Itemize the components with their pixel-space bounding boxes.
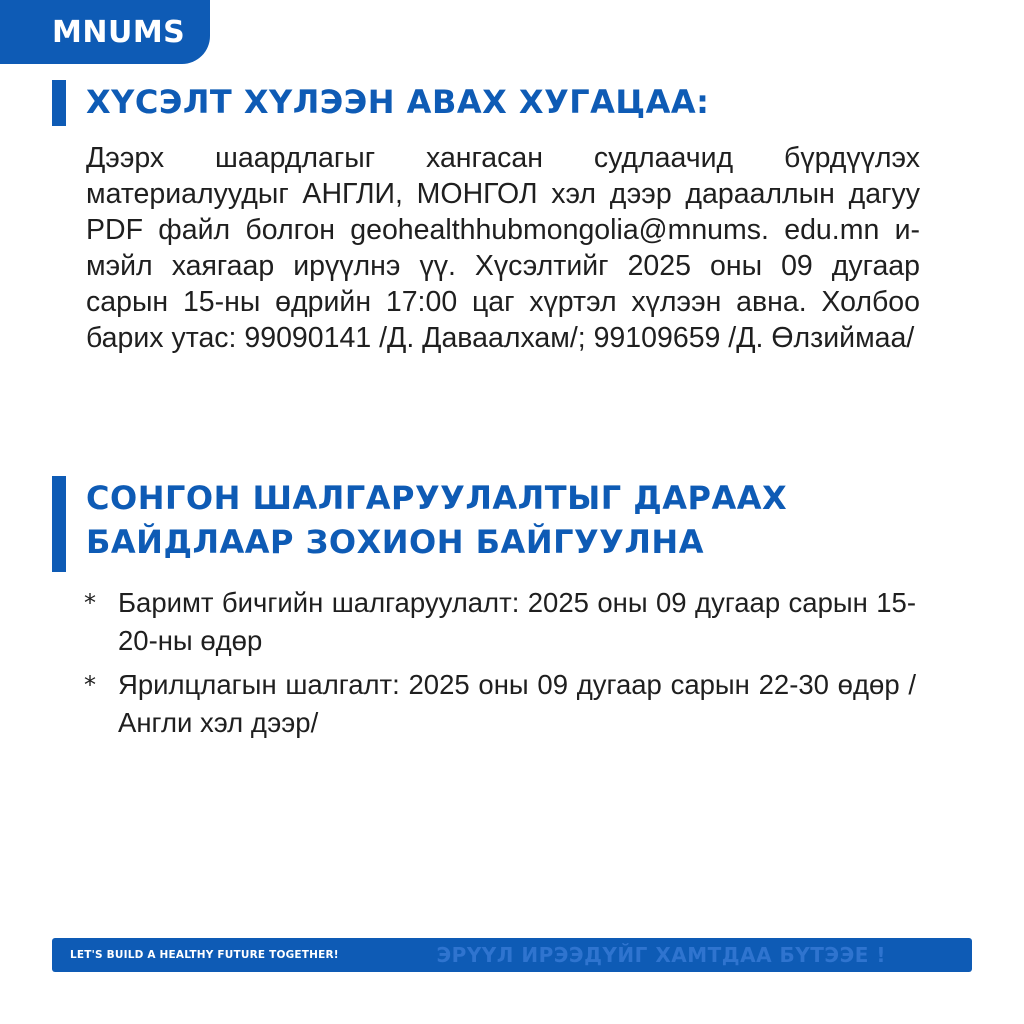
section-title-line: БАЙДЛААР ЗОХИОН БАЙГУУЛНА	[86, 523, 704, 561]
asterisk-bullet: *	[84, 671, 96, 699]
asterisk-bullet: *	[84, 589, 96, 617]
heading-accent-bar	[52, 476, 66, 572]
heading-accent-bar	[52, 80, 66, 126]
list-item	[84, 666, 916, 742]
section-heading-selection	[52, 476, 787, 572]
logo-text: MNUMS	[52, 14, 186, 50]
footer-slogan-english: LET'S BUILD A HEALTHY FUTURE TOGETHER!	[70, 949, 339, 961]
section-heading-deadline	[52, 80, 709, 126]
list-item-text: Баримт бичгийн шалгаруулалт: 2025 оны 09 дугаар сарын 15-20-ны өдөр	[118, 587, 916, 656]
section-title-line: СОНГОН ШАЛГАРУУЛАЛТЫГ ДАРААХ	[86, 479, 788, 517]
footer-bar	[52, 938, 972, 972]
list-item-text: Ярилцлагын шалгалт: 2025 оны 09 дугаар сарын 22-30 өдөр /Англи хэл дээр/	[118, 669, 916, 738]
logo-tab	[0, 0, 210, 64]
footer-slogan-mongolian: ЭРҮҮЛ ИРЭЭДҮЙГ ХАМТДАА БҮТЭЭЕ !	[436, 943, 886, 967]
section-title-line: ХҮСЭЛТ ХҮЛЭЭН АВАХ ХУГАЦАА:	[86, 83, 710, 121]
deadline-paragraph: Дээрх шаардлагыг хангасан судлаачид бүрдүүлэх материалуудыг АНГЛИ, МОНГОЛ хэл дээр дарааллын дагуу PDF файл болгон geohealthhubmongolia@mnums. edu.mn и-мэйл хаягаар ирүүлнэ үү. Хүсэлтийг 2025 оны 09 дугаар сарын 15-ны өдрийн 17:00 цаг хүртэл хүлээн авна. Холбоо барих утас: 99090141 /Д. Даваалхам/; 99109659 /Д. Өлзиймаа/	[86, 142, 920, 354]
selection-steps-list	[84, 584, 916, 748]
list-item	[84, 584, 916, 660]
section-title	[86, 476, 787, 572]
section-title	[86, 80, 709, 126]
